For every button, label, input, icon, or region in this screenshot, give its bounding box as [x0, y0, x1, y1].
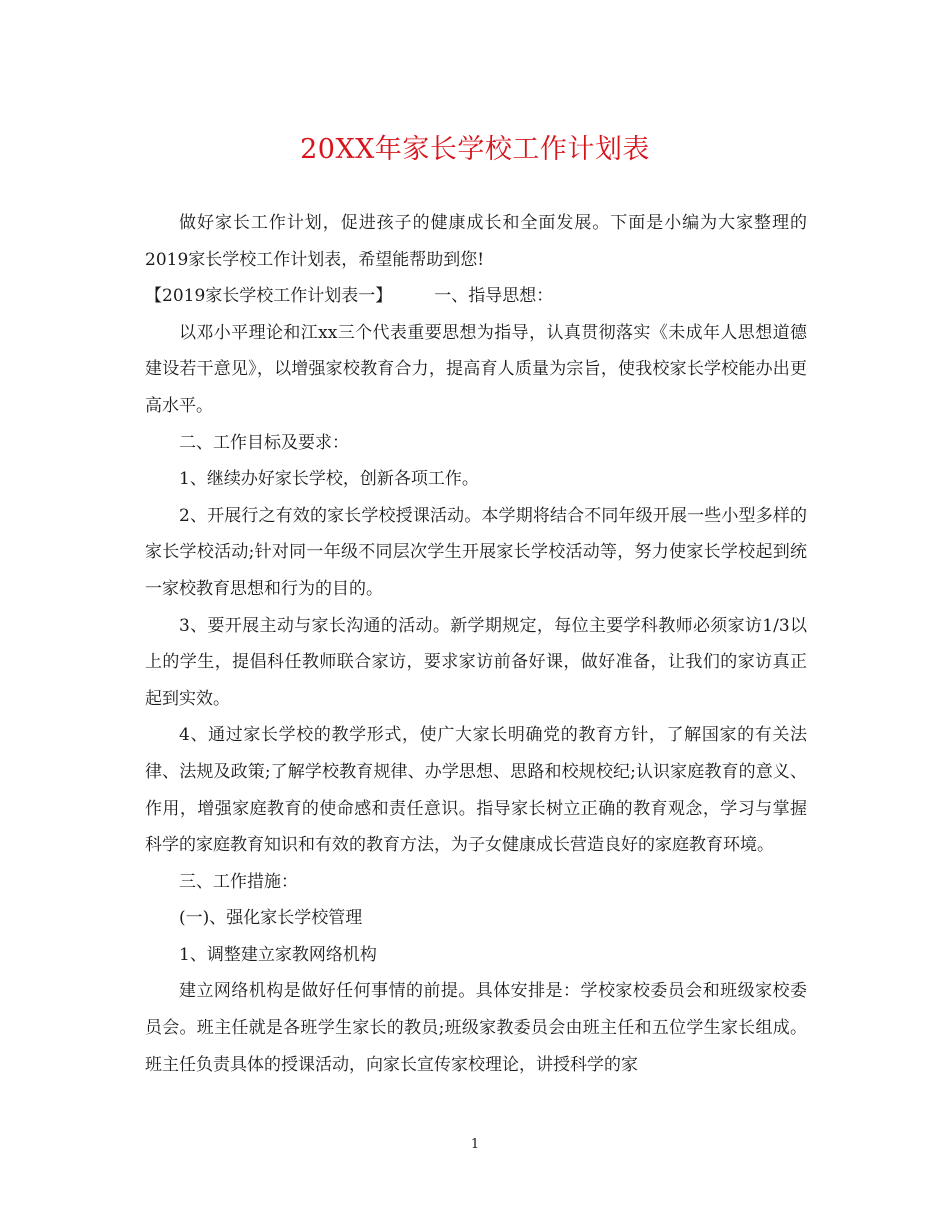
section-header: 【2019家长学校工作计划表一】 [145, 286, 393, 307]
goal-item-4: 4、通过家长学校的教学形式，使广大家长明确党的教育方针，了解国家的有关法律、法规及政策;了解学校教育规律、办学思想、思路和校规校纪;认识家庭教育的意义、作用，增强家庭教育的使命感和责任意识。指导家长树立正确的教育观念，学习与掌握科学的家庭教育知识和有效的教育方法，为子女健康成长营造良好的家庭教育环境。 [145, 725, 807, 856]
document-title: 20XX年家长学校工作计划表 [300, 134, 650, 165]
goal-item-1: 1、继续办好家长学校，创新各项工作。 [179, 469, 479, 490]
heading-guiding-ideology: 一、指导思想： [434, 286, 554, 307]
goal-item-2: 2、开展行之有效的家长学校授课活动。本学期将结合不同年级开展一些小型多样的家长学校活动;针对同一年级不同层次学生开展家长学校活动等，努力使家长学校起到统一家校教育思想和行为的目的。 [145, 505, 807, 599]
page-number: 1 [470, 1137, 480, 1152]
document-body [145, 205, 807, 1083]
network-paragraph: 建立网络机构是做好任何事情的前提。具体安排是：学校家校委员会和班级家校委员会。班主任就是各班学生家长的教员;班级家教委员会由班主任和五位学生家长组成。班主任负责具体的授课活动，向家长宣传家校理论，讲授科学的家 [145, 981, 807, 1075]
measure-item-1: 1、调整建立家教网络机构 [179, 944, 377, 965]
heading-goals: 二、工作目标及要求： [179, 432, 349, 453]
section-header-line [145, 278, 807, 315]
goal-item-3: 3、要开展主动与家长沟通的活动。新学期规定，每位主要学科教师必须家访1/3以上的学生，提倡科任教师联合家访，要求家访前备好课，做好准备，让我们的家访真正起到实效。 [145, 615, 807, 709]
heading-measures: 三、工作措施： [179, 871, 298, 892]
intro-paragraph: 做好家长工作计划，促进孩子的健康成长和全面发展。下面是小编为大家整理的2019家长学校工作计划表，希望能帮助到您! [145, 213, 807, 270]
guiding-ideology-paragraph: 以邓小平理论和江xx三个代表重要思想为指导，认真贯彻落实《未成年人思想道德建设若干意见》，以增强家校教育合力，提高育人质量为宗旨，使我校家长学校能办出更高水平。 [145, 322, 807, 416]
subheading-management: (一)、强化家长学校管理 [179, 908, 363, 929]
